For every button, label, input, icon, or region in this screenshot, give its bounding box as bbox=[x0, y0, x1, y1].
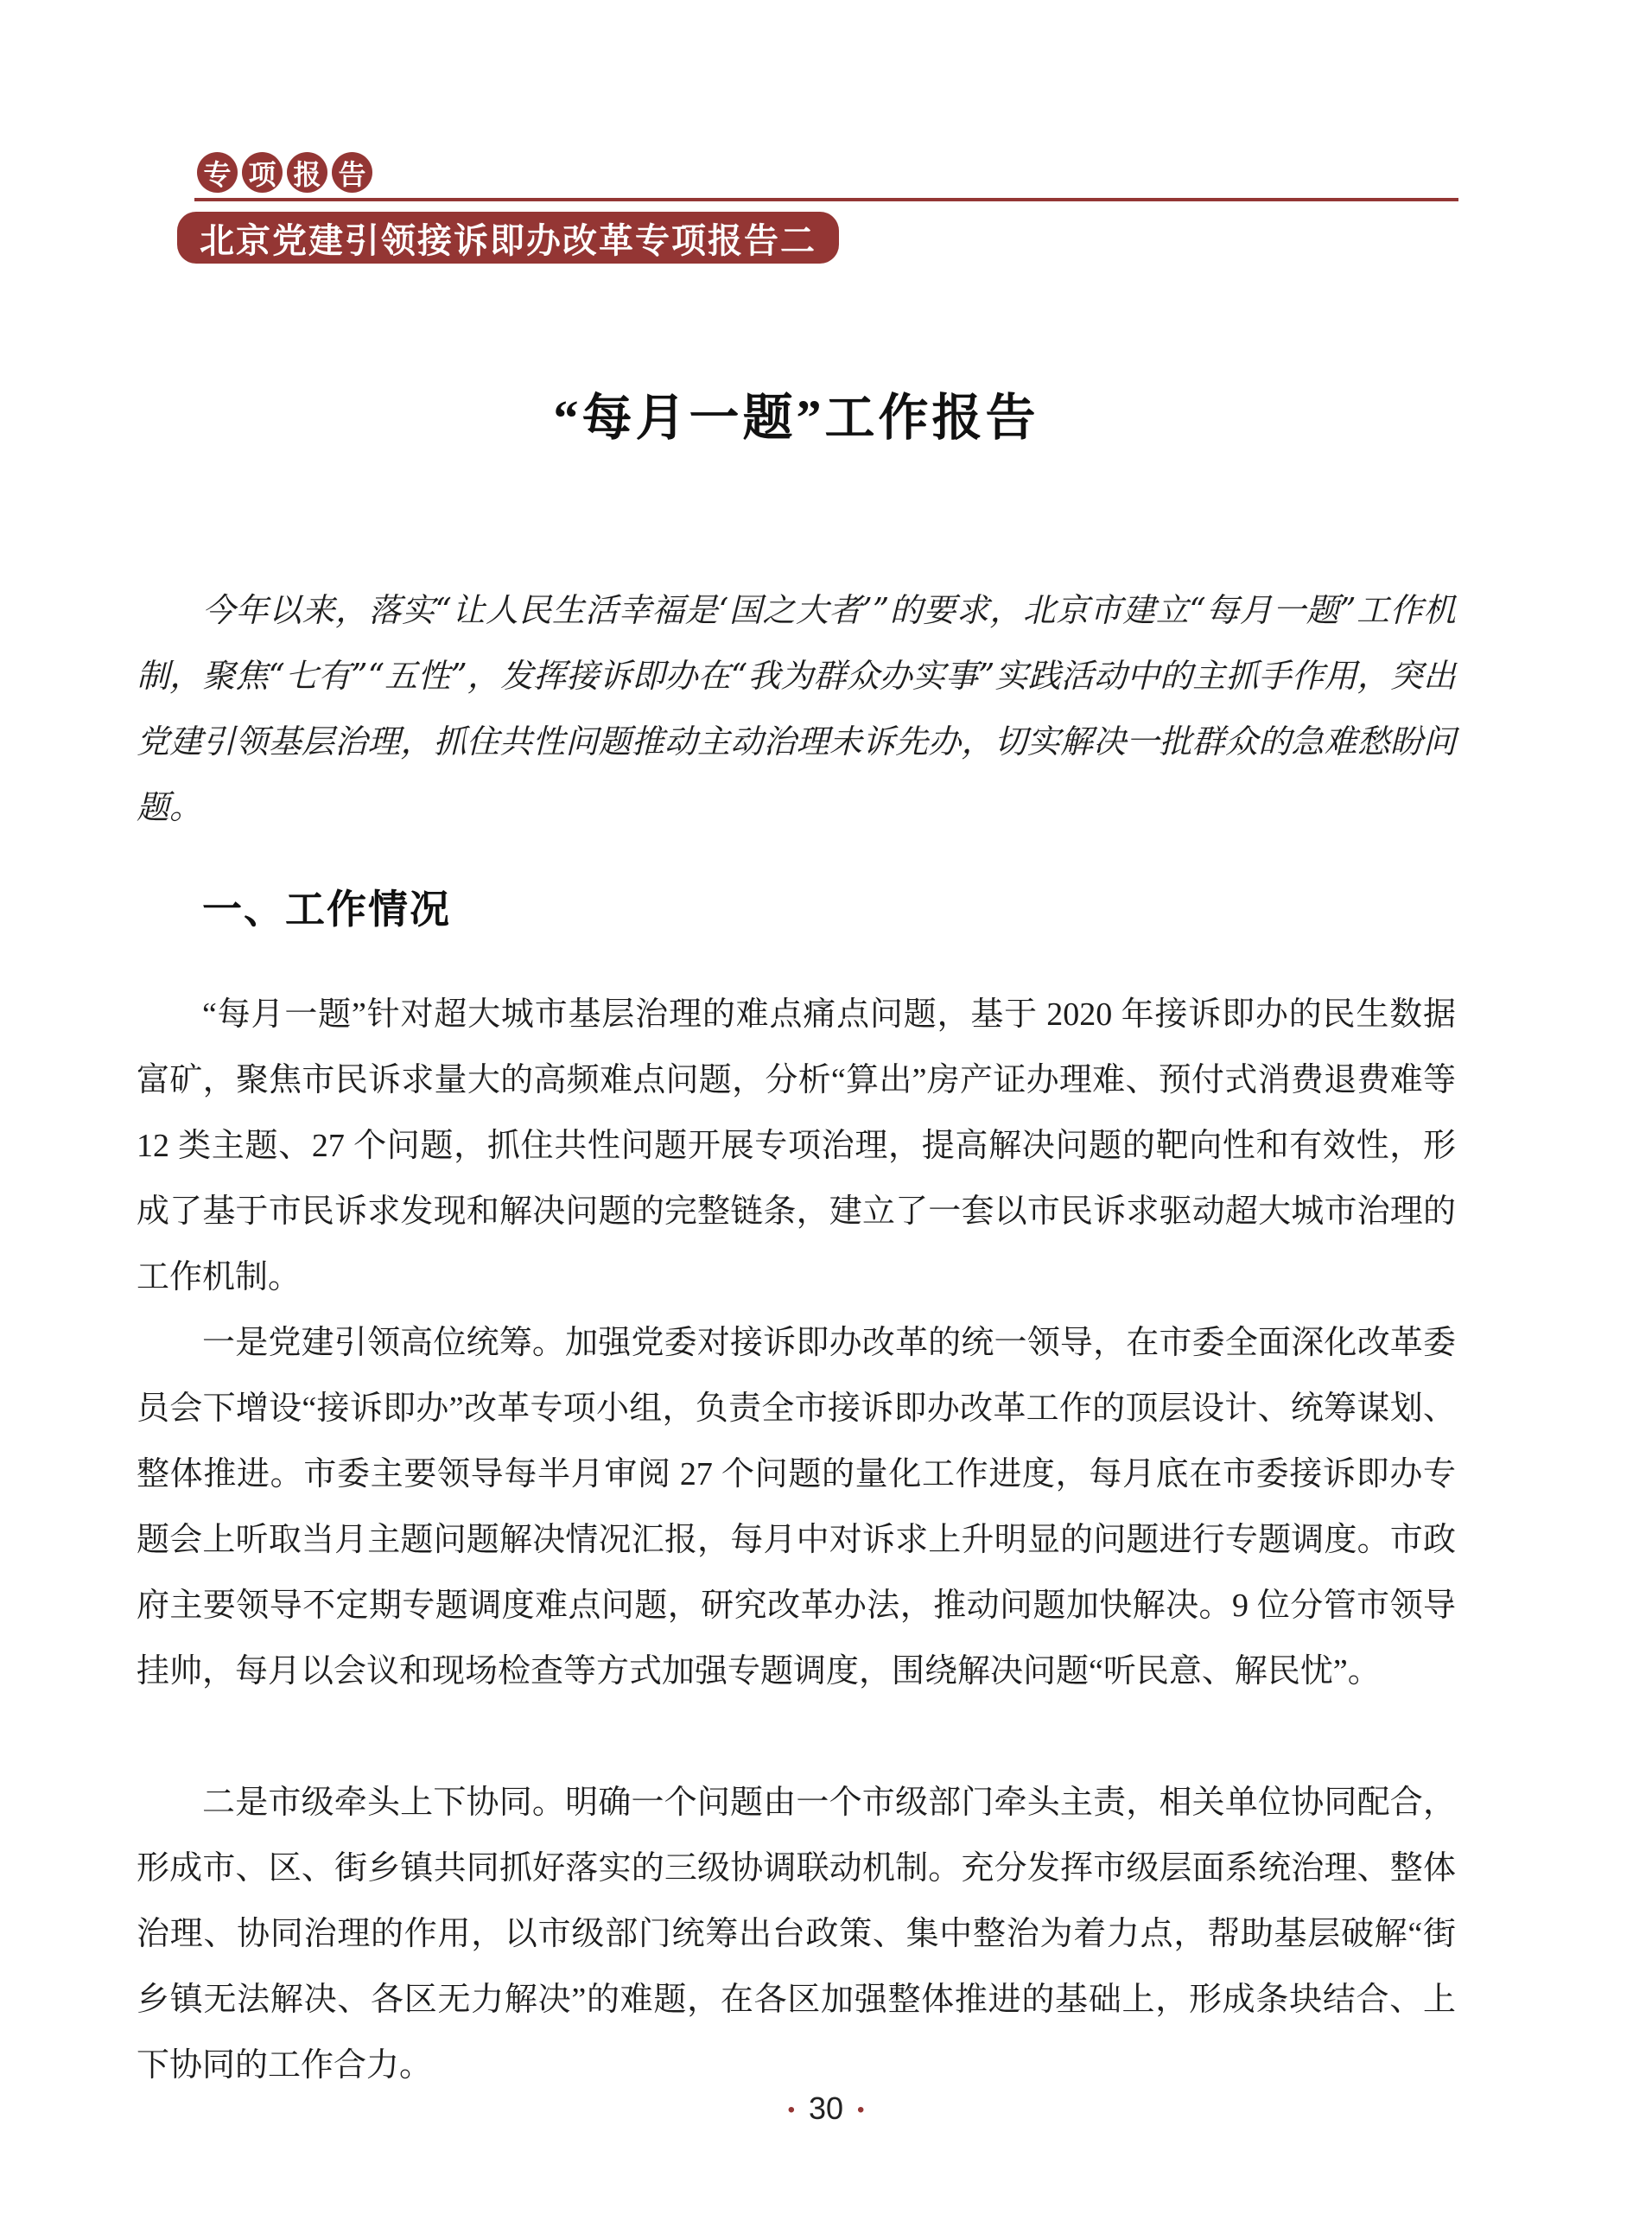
logo-char-badge: 报 bbox=[287, 152, 327, 193]
document-title: “每月一题”工作报告 bbox=[553, 390, 1039, 446]
logo-char-badge: 告 bbox=[332, 152, 372, 193]
header-divider bbox=[194, 198, 1458, 201]
page-number-dot-left: • bbox=[787, 2098, 795, 2122]
body-paragraph: “每月一题”针对超大城市基层治理的难点痛点问题，基于 2020 年接诉即办的民生数据富矿，聚焦市民诉求量大的高频难点问题，分析“算出”房产证办理难、预付式消费退费难等 12 类主题、27 个问题，抓住共性问题开展专项治理，提高解决问题的靶向性和有效性，形成了基于市民诉求发现和解决问题的完整链条，建立了一套以市民诉求驱动超大城市治理的工作机制。 bbox=[137, 996, 1456, 1295]
body-paragraph: 一是党建引领高位统筹。加强党委对接诉即办改革的统一领导，在市委全面深化改革委员会下增设“接诉即办”改革专项小组，负责全市接诉即办改革工作的顶层设计、统筹谋划、整体推进。市委主要领导每半月审阅 27 个问题的量化工作进度，每月底在市委接诉即办专题会上听取当月主题问题解决情况汇报，每月中对诉求上升明显的问题进行专题调度。市政府主要领导不定期专题调度难点问题，研究改革办法，推动问题加快解决。9 位分管市领导挂帅，每月以会议和现场检查等方式加强专题调度，围绕解决问题“听民意、解民忧”。 bbox=[137, 1325, 1456, 1690]
logo-char-badge: 项 bbox=[242, 152, 283, 193]
intro-paragraph: 今年以来，落实“让人民生活幸福是‘国之大者’”的要求，北京市建立“每月一题”工作机制，聚焦“七有”“五性”，发挥接诉即办在“我为群众办实事”实践活动中的主抓手作用，突出党建引领基层治理，抓住共性问题推动主动治理未诉先办，切实解决一批群众的急难愁盼问题。 bbox=[137, 591, 1456, 826]
page-number-dot-right: • bbox=[857, 2098, 865, 2122]
report-series-banner: 北京党建引领接诉即办改革专项报告二 bbox=[177, 212, 839, 264]
page-number-value: 30 bbox=[808, 2090, 844, 2126]
page-number bbox=[0, 2091, 1652, 2128]
body-paragraph: 二是市级牵头上下协同。明确一个问题由一个市级部门牵头主责，相关单位协同配合，形成市、区、街乡镇共同抓好落实的三级协调联动机制。充分发挥市级层面系统治理、整体治理、协同治理的作用，以市级部门统筹出台政策、集中整治为着力点，帮助基层破解“街乡镇无法解决、各区无力解决”的难题，在各区加强整体推进的基础上，形成条块结合、上下协同的工作合力。 bbox=[137, 1785, 1456, 2084]
logo-char-badge: 专 bbox=[197, 152, 238, 193]
series-logo bbox=[197, 152, 372, 193]
section-heading: 一、工作情况 bbox=[202, 887, 451, 932]
